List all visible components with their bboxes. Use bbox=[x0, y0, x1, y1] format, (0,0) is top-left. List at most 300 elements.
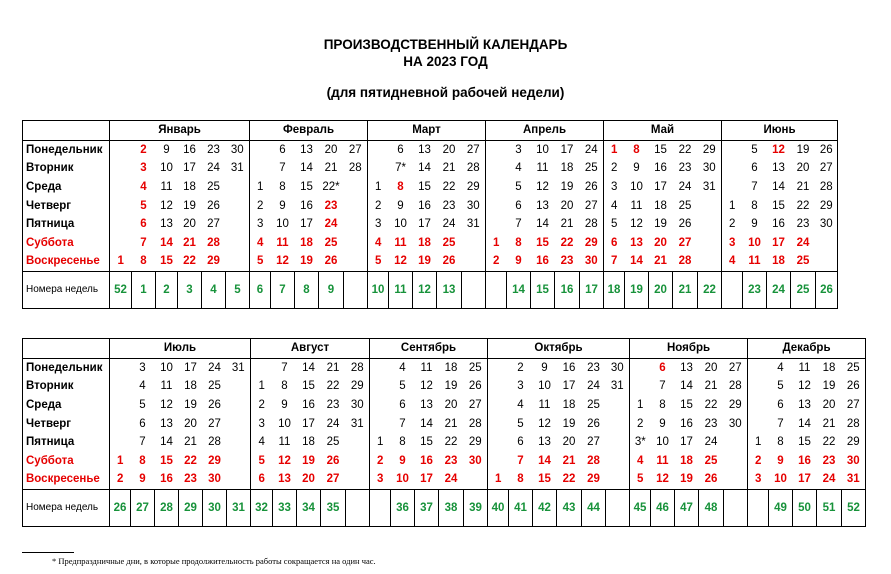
day-cell: 2 bbox=[729, 218, 736, 231]
day-cell bbox=[110, 159, 132, 178]
day-cell: 10 bbox=[769, 470, 793, 489]
week-number: 3 bbox=[178, 271, 202, 308]
day-cell bbox=[250, 159, 271, 178]
day-cell: 13 bbox=[538, 436, 551, 449]
day-cell: 10 bbox=[536, 143, 549, 156]
day-cell: 17 bbox=[772, 236, 785, 249]
day-cell: 7 bbox=[604, 252, 625, 271]
day-cell: 5 bbox=[517, 417, 524, 430]
week-number: 22 bbox=[698, 271, 722, 308]
day-cell: 28 bbox=[464, 414, 488, 433]
day-cell bbox=[816, 234, 838, 253]
day-cell: 18 bbox=[184, 380, 197, 393]
day-cell: 30 bbox=[606, 358, 630, 377]
week-number: 25 bbox=[791, 271, 816, 308]
day-cell bbox=[346, 452, 370, 471]
day-cell bbox=[462, 252, 486, 271]
day-cell: 9 bbox=[507, 252, 531, 271]
day-cell bbox=[226, 252, 250, 271]
day-cell: 17 bbox=[302, 417, 315, 430]
day-cell: 7 bbox=[777, 417, 784, 430]
day-cell: 30 bbox=[698, 159, 722, 178]
day-cell bbox=[110, 414, 131, 433]
day-cell bbox=[724, 452, 748, 471]
day-cell: 11 bbox=[160, 181, 173, 194]
day-cell: 6 bbox=[397, 143, 404, 156]
day-cell: 3 bbox=[611, 181, 618, 194]
day-cell: 17 bbox=[415, 470, 439, 489]
day-cell: 29 bbox=[698, 140, 722, 159]
day-cell bbox=[462, 234, 486, 253]
weekday-label: Пятница bbox=[23, 433, 110, 452]
week-number: 48 bbox=[699, 489, 724, 526]
day-cell bbox=[346, 470, 370, 489]
day-cell: 18 bbox=[300, 236, 313, 249]
day-cell: 20 bbox=[297, 470, 321, 489]
day-cell: 20 bbox=[704, 361, 718, 374]
day-cell: 1 bbox=[493, 236, 500, 249]
day-cell: 17 bbox=[418, 218, 431, 231]
week-number bbox=[724, 489, 748, 526]
day-cell: 15 bbox=[160, 454, 173, 467]
day-cell: 12 bbox=[420, 380, 433, 393]
day-cell: 19 bbox=[675, 470, 699, 489]
week-number: 52 bbox=[842, 489, 866, 526]
day-cell bbox=[110, 358, 131, 377]
day-cell: 3 bbox=[370, 470, 391, 489]
day-cell: 8 bbox=[139, 454, 146, 467]
day-cell: 11 bbox=[276, 236, 289, 249]
day-cell: 12 bbox=[160, 199, 173, 212]
day-cell: 1 bbox=[637, 399, 644, 412]
day-cell bbox=[606, 414, 630, 433]
month-name: Январь bbox=[110, 121, 250, 141]
day-cell: 28 bbox=[208, 436, 221, 449]
day-cell: 10 bbox=[276, 218, 289, 231]
day-cell: 22 bbox=[796, 199, 810, 212]
week-number: 51 bbox=[817, 489, 842, 526]
day-cell: 11 bbox=[278, 436, 291, 449]
day-cell bbox=[748, 396, 769, 415]
footnote: * Предпраздничные дни, в которые продолжительность работы сокращается на один час. bbox=[52, 556, 376, 566]
day-cell: 3* bbox=[634, 436, 646, 449]
day-cell bbox=[110, 433, 131, 452]
day-cell: 4 bbox=[611, 199, 618, 212]
day-cell: 18 bbox=[444, 361, 458, 374]
day-cell: 30 bbox=[842, 452, 866, 471]
day-cell: 19 bbox=[302, 454, 315, 467]
day-cell: 21 bbox=[704, 380, 718, 393]
month-name: Февраль bbox=[250, 121, 368, 141]
day-cell: 10 bbox=[160, 361, 173, 374]
day-cell: 4 bbox=[517, 399, 524, 412]
day-cell: 10 bbox=[278, 417, 291, 430]
page-title-year: НА 2023 ГОД bbox=[403, 54, 488, 69]
week-number: 2 bbox=[156, 271, 178, 308]
week-number: 31 bbox=[227, 489, 251, 526]
day-cell: 28 bbox=[580, 215, 604, 234]
day-cell: 11 bbox=[798, 361, 811, 374]
week-number bbox=[722, 271, 743, 308]
day-cell: 13 bbox=[798, 399, 811, 412]
week-number: 39 bbox=[464, 489, 488, 526]
day-cell: 18 bbox=[822, 361, 836, 374]
week-number: 36 bbox=[391, 489, 415, 526]
day-cell: 24 bbox=[678, 181, 692, 194]
day-cell: 23 bbox=[796, 218, 810, 231]
day-cell: 1 bbox=[257, 181, 264, 194]
day-cell: 25 bbox=[791, 252, 816, 271]
day-cell: 7 bbox=[515, 218, 522, 231]
day-cell: 25 bbox=[678, 199, 692, 212]
day-cell: 1 bbox=[755, 436, 762, 449]
weeks-label: Номера недель bbox=[23, 271, 110, 308]
day-cell: 1 bbox=[377, 436, 384, 449]
day-cell: 14 bbox=[538, 454, 551, 467]
day-cell: 22* bbox=[322, 181, 340, 194]
day-cell bbox=[698, 196, 722, 215]
weekday-label: Четверг bbox=[23, 196, 110, 215]
day-cell: 27 bbox=[321, 470, 346, 489]
day-cell bbox=[698, 215, 722, 234]
day-cell: 19 bbox=[444, 380, 458, 393]
day-cell bbox=[344, 234, 368, 253]
day-cell bbox=[110, 178, 132, 197]
week-number: 26 bbox=[110, 489, 131, 526]
day-cell: 7 bbox=[279, 162, 286, 175]
day-cell: 13 bbox=[420, 399, 433, 412]
day-cell: 8 bbox=[751, 199, 758, 212]
day-cell: 29 bbox=[580, 234, 604, 253]
month-name: Апрель bbox=[486, 121, 604, 141]
day-cell: 23 bbox=[587, 361, 600, 374]
day-cell: 29 bbox=[462, 178, 486, 197]
weekday-label: Суббота bbox=[23, 234, 110, 253]
day-cell: 27 bbox=[207, 218, 220, 231]
day-cell: 14 bbox=[418, 162, 431, 175]
week-number: 10 bbox=[368, 271, 389, 308]
day-cell: 5 bbox=[751, 143, 758, 156]
day-cell: 5 bbox=[611, 218, 618, 231]
day-cell: 8 bbox=[777, 436, 784, 449]
day-cell bbox=[488, 433, 509, 452]
week-number: 49 bbox=[769, 489, 793, 526]
day-cell: 16 bbox=[772, 218, 785, 231]
day-cell bbox=[227, 414, 251, 433]
week-number bbox=[344, 271, 368, 308]
week-number: 8 bbox=[295, 271, 319, 308]
day-cell bbox=[226, 215, 250, 234]
day-cell: 11 bbox=[630, 199, 643, 212]
day-cell: 4 bbox=[257, 236, 264, 249]
day-cell bbox=[344, 252, 368, 271]
day-cell: 17 bbox=[184, 361, 197, 374]
day-cell: 27 bbox=[464, 396, 488, 415]
week-number: 17 bbox=[580, 271, 604, 308]
day-cell bbox=[488, 414, 509, 433]
day-cell: 23 bbox=[179, 470, 203, 489]
day-cell: 23 bbox=[207, 143, 220, 156]
day-cell: 16 bbox=[798, 454, 811, 467]
day-cell: 15 bbox=[302, 380, 315, 393]
day-cell: 20 bbox=[562, 436, 576, 449]
week-number: 37 bbox=[415, 489, 439, 526]
week-number: 7 bbox=[271, 271, 295, 308]
day-cell: 24 bbox=[587, 380, 600, 393]
week-number: 32 bbox=[251, 489, 273, 526]
day-cell: 13 bbox=[680, 361, 693, 374]
day-cell: 19 bbox=[183, 199, 196, 212]
week-number: 38 bbox=[439, 489, 464, 526]
day-cell: 16 bbox=[654, 162, 667, 175]
day-cell: 9 bbox=[131, 470, 155, 489]
day-cell: 28 bbox=[207, 236, 220, 249]
page-subtitle: (для пятидневной рабочей недели) bbox=[326, 85, 565, 100]
day-cell: 26 bbox=[437, 252, 462, 271]
day-cell: 19 bbox=[796, 143, 810, 156]
day-cell: 7 bbox=[140, 236, 147, 249]
day-cell bbox=[370, 358, 391, 377]
month-name: Май bbox=[604, 121, 722, 141]
page-title: ПРОИЗВОДСТВЕННЫЙ КАЛЕНДАРЬ bbox=[323, 37, 568, 52]
week-number: 26 bbox=[816, 271, 838, 308]
day-cell: 8 bbox=[132, 252, 156, 271]
day-cell bbox=[226, 234, 250, 253]
day-cell: 1 bbox=[117, 454, 124, 467]
day-cell bbox=[606, 396, 630, 415]
week-number: 9 bbox=[319, 271, 344, 308]
day-cell: 24 bbox=[439, 470, 464, 489]
day-cell: 2 bbox=[486, 252, 507, 271]
day-cell: 20 bbox=[796, 162, 810, 175]
day-cell: 5 bbox=[140, 199, 147, 212]
day-cell: 8 bbox=[509, 470, 533, 489]
day-cell: 20 bbox=[560, 199, 574, 212]
week-number: 14 bbox=[507, 271, 531, 308]
day-cell: 1 bbox=[729, 199, 736, 212]
week-number: 52 bbox=[110, 271, 132, 308]
day-cell: 23 bbox=[704, 417, 718, 430]
day-cell: 9 bbox=[777, 454, 784, 467]
week-number: 11 bbox=[389, 271, 413, 308]
weekday-label: Вторник bbox=[23, 159, 110, 178]
week-number: 15 bbox=[531, 271, 555, 308]
day-cell: 5 bbox=[399, 380, 406, 393]
day-cell: 15 bbox=[654, 143, 667, 156]
day-cell: 22 bbox=[184, 454, 197, 467]
day-cell: 16 bbox=[155, 470, 179, 489]
week-number: 45 bbox=[630, 489, 651, 526]
day-cell: 29 bbox=[842, 433, 866, 452]
day-cell: 24 bbox=[208, 361, 221, 374]
corner-cell bbox=[23, 121, 110, 141]
day-cell: 6 bbox=[279, 143, 286, 156]
day-cell bbox=[110, 234, 132, 253]
day-cell: 18 bbox=[562, 399, 576, 412]
day-cell: 12 bbox=[278, 454, 291, 467]
day-cell: 28 bbox=[587, 454, 600, 467]
day-cell: 20 bbox=[183, 218, 196, 231]
weeks-label: Номера недель bbox=[23, 489, 110, 526]
day-cell bbox=[488, 396, 509, 415]
day-cell: 21 bbox=[444, 417, 458, 430]
day-cell: 12 bbox=[651, 470, 675, 489]
day-cell: 21 bbox=[324, 162, 338, 175]
day-cell: 3 bbox=[748, 470, 769, 489]
week-number: 24 bbox=[767, 271, 791, 308]
day-cell: 8 bbox=[399, 436, 406, 449]
day-cell: 22 bbox=[326, 380, 340, 393]
day-cell: 7 bbox=[751, 181, 758, 194]
day-cell: 14 bbox=[625, 252, 649, 271]
day-cell: 28 bbox=[673, 252, 698, 271]
day-cell bbox=[110, 140, 132, 159]
day-cell: 3 bbox=[515, 143, 522, 156]
day-cell: 26 bbox=[580, 178, 604, 197]
week-number: 1 bbox=[132, 271, 156, 308]
weekday-label: Вторник bbox=[23, 377, 110, 396]
day-cell: 25 bbox=[842, 358, 866, 377]
day-cell: 28 bbox=[724, 377, 748, 396]
day-cell: 17 bbox=[793, 470, 817, 489]
day-cell: 19 bbox=[562, 417, 576, 430]
day-cell: 9 bbox=[279, 199, 286, 212]
day-cell bbox=[486, 196, 507, 215]
day-cell: 14 bbox=[160, 436, 173, 449]
day-cell bbox=[370, 414, 391, 433]
week-number: 5 bbox=[226, 271, 250, 308]
month-name: Июль bbox=[110, 339, 251, 359]
week-number: 33 bbox=[273, 489, 297, 526]
day-cell bbox=[464, 470, 488, 489]
day-cell: 28 bbox=[346, 358, 370, 377]
week-number: 44 bbox=[582, 489, 606, 526]
week-number: 46 bbox=[651, 489, 675, 526]
day-cell bbox=[110, 396, 131, 415]
day-cell: 10 bbox=[656, 436, 669, 449]
week-number: 20 bbox=[649, 271, 673, 308]
day-cell: 21 bbox=[442, 162, 456, 175]
day-cell: 18 bbox=[302, 436, 315, 449]
day-cell bbox=[486, 178, 507, 197]
day-cell: 3 bbox=[257, 218, 264, 231]
day-cell: 13 bbox=[273, 470, 297, 489]
day-cell bbox=[816, 252, 838, 271]
day-cell bbox=[370, 396, 391, 415]
day-cell: 13 bbox=[630, 236, 643, 249]
day-cell: 8 bbox=[515, 236, 522, 249]
day-cell: 15 bbox=[533, 470, 557, 489]
day-cell: 11 bbox=[394, 236, 407, 249]
day-cell: 21 bbox=[560, 218, 574, 231]
day-cell: 6 bbox=[611, 236, 618, 249]
day-cell: 17 bbox=[680, 436, 693, 449]
day-cell: 9 bbox=[659, 417, 666, 430]
day-cell: 3 bbox=[140, 162, 147, 175]
day-cell: 10 bbox=[391, 470, 415, 489]
day-cell: 25 bbox=[580, 159, 604, 178]
day-cell: 3 bbox=[517, 380, 524, 393]
day-cell: 6 bbox=[777, 399, 784, 412]
day-cell: 4 bbox=[777, 361, 784, 374]
day-cell: 12 bbox=[536, 181, 549, 194]
day-cell: 14 bbox=[680, 380, 693, 393]
day-cell: 22 bbox=[444, 436, 458, 449]
day-cell bbox=[110, 196, 132, 215]
day-cell: 9 bbox=[633, 162, 640, 175]
day-cell: 10 bbox=[630, 181, 643, 194]
day-cell: 27 bbox=[344, 140, 368, 159]
day-cell: 22 bbox=[442, 181, 456, 194]
day-cell: 22 bbox=[822, 436, 836, 449]
day-cell: 15 bbox=[772, 199, 785, 212]
day-cell bbox=[227, 470, 251, 489]
day-cell: 22 bbox=[678, 143, 692, 156]
day-cell: 24 bbox=[326, 417, 340, 430]
day-cell: 16 bbox=[183, 143, 196, 156]
day-cell: 8 bbox=[281, 380, 288, 393]
week-number: 34 bbox=[297, 489, 321, 526]
day-cell bbox=[630, 377, 651, 396]
day-cell bbox=[698, 234, 722, 253]
day-cell: 24 bbox=[324, 218, 338, 231]
day-cell: 2 bbox=[637, 417, 644, 430]
day-cell: 22 bbox=[557, 470, 582, 489]
day-cell: 29 bbox=[816, 196, 838, 215]
day-cell: 2 bbox=[377, 454, 384, 467]
day-cell: 30 bbox=[464, 452, 488, 471]
day-cell: 26 bbox=[319, 252, 344, 271]
day-cell: 19 bbox=[184, 399, 197, 412]
day-cell: 31 bbox=[698, 178, 722, 197]
day-cell: 5 bbox=[515, 181, 522, 194]
day-cell: 3 bbox=[258, 417, 265, 430]
day-cell bbox=[722, 159, 743, 178]
month-name: Ноябрь bbox=[630, 339, 748, 359]
day-cell: 12 bbox=[271, 252, 295, 271]
day-cell: 16 bbox=[680, 417, 693, 430]
week-number: 47 bbox=[675, 489, 699, 526]
day-cell: 11 bbox=[420, 361, 433, 374]
day-cell: 10 bbox=[394, 218, 407, 231]
day-cell: 27 bbox=[724, 358, 748, 377]
day-cell bbox=[606, 470, 630, 489]
day-cell: 22 bbox=[704, 399, 718, 412]
day-cell: 15 bbox=[420, 436, 433, 449]
calendar-first-half bbox=[22, 120, 838, 309]
day-cell: 2 bbox=[517, 361, 524, 374]
day-cell: 1 bbox=[258, 380, 265, 393]
day-cell: 9 bbox=[751, 218, 758, 231]
day-cell: 30 bbox=[346, 396, 370, 415]
day-cell: 3 bbox=[375, 218, 382, 231]
week-number: 4 bbox=[202, 271, 226, 308]
day-cell: 4 bbox=[637, 454, 644, 467]
day-cell: 11 bbox=[160, 380, 173, 393]
day-cell: 25 bbox=[207, 181, 220, 194]
day-cell: 6 bbox=[751, 162, 758, 175]
week-number: 23 bbox=[743, 271, 767, 308]
day-cell: 17 bbox=[300, 218, 313, 231]
day-cell: 5 bbox=[258, 454, 265, 467]
day-cell: 7 bbox=[139, 436, 146, 449]
day-cell: 8 bbox=[659, 399, 666, 412]
day-cell: 19 bbox=[295, 252, 319, 271]
day-cell: 13 bbox=[160, 417, 173, 430]
day-cell: 15 bbox=[680, 399, 693, 412]
day-cell: 5 bbox=[630, 470, 651, 489]
day-cell: 17 bbox=[562, 380, 576, 393]
